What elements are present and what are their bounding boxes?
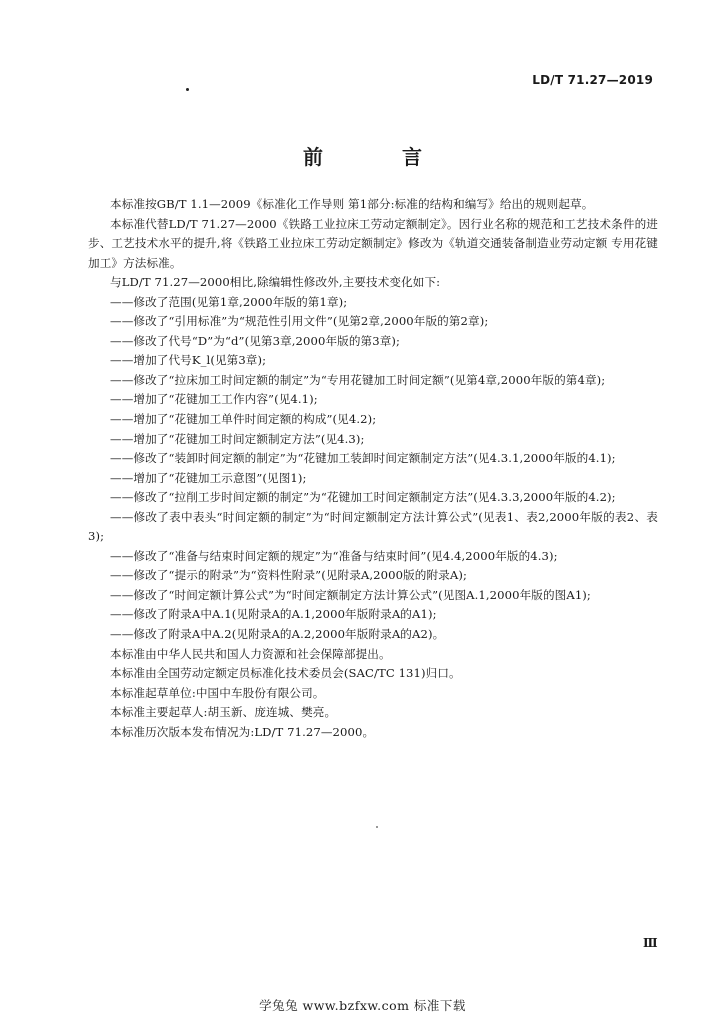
paragraph: 本标准由中华人民共和国人力资源和社会保障部提出。 (110, 646, 391, 661)
change-item: ——增加了“花键加工示意图”(见图1); (110, 470, 307, 485)
paragraph: 本标准由全国劳动定额定员标准化技术委员会(SAC/TC 131)归口。 (110, 666, 461, 681)
change-item: ——修改了“装卸时间定额的制定”为“花键加工装卸时间定额制定方法”(见4.3.1,2000年版的4.1); (110, 451, 616, 466)
scan-speck-mark (376, 826, 378, 828)
page-title: 前 言 (303, 145, 458, 169)
change-item: ——修改了附录A中A.1(见附录A的A.1,2000年版附录A的A1); (110, 607, 437, 622)
page-number: Ⅲ (643, 936, 658, 950)
scan-dot-mark (186, 88, 189, 91)
paragraph: 与LD/T 71.27—2000相比,除编辑性修改外,主要技术变化如下: (110, 275, 441, 290)
change-item: ——修改了“拉削工步时间定额的制定”为“花键加工时间定额制定方法”(见4.3.3,2000年版的4.2); (110, 490, 616, 505)
change-item: ——修改了范围(见第1章,2000年版的第1章); (110, 294, 348, 309)
footer-watermark-text: 学兔兔 www.bzfxw.com 标准下载 (259, 998, 466, 1013)
paragraph: 本标准历次版本发布情况为:LD/T 71.27—2000。 (110, 724, 375, 739)
change-item: ——修改了“引用标准”为“规范性引用文件”(见第2章,2000年版的第2章); (110, 314, 489, 329)
change-item: ——增加了“花键加工时间定额制定方法”(见4.3); (110, 431, 365, 446)
change-item: ——修改了“提示的附录”为“资料性附录”(见附录A,2000版的附录A); (110, 568, 467, 583)
paragraph: 本标准主要起草人:胡玉新、庞连城、樊亮。 (110, 705, 337, 720)
change-item: ——修改了“准备与结束时间定额的规定”为“准备与结束时间”(见4.4,2000年版的4.3); (110, 548, 558, 563)
change-item: ——修改了表中表头“时间定额的制定”为“时间定额制定方法计算公式”(见表1、表2,2000年版的表2、表3); (88, 509, 658, 544)
foreword-body (88, 195, 658, 742)
change-item: ——修改了附录A中A.2(见附录A的A.2,2000年版附录A的A2)。 (110, 627, 445, 642)
paragraph: 本标准代替LD/T 71.27—2000《铁路工业拉床工劳动定额制定》。因行业名称的规范和工艺技术条件的进步、工艺技术水平的提升,将《铁路工业拉床工劳动定额制定》修改为《轨道交通装备制造业劳动定额 专用花键加工》方法标准。 (88, 216, 658, 270)
standard-code: LD/T 71.27—2019 (532, 73, 653, 87)
change-item: ——增加了“花键加工工作内容”(见4.1); (110, 392, 318, 407)
paragraph: 本标准起草单位:中国中车股份有限公司。 (110, 685, 325, 700)
change-item: ——增加了代号K_l(见第3章); (110, 353, 267, 368)
change-item: ——修改了“拉床加工时间定额的制定”为“专用花键加工时间定额”(见第4章,2000年版的第4章); (110, 372, 606, 387)
change-item: ——修改了代号“D”为“d”(见第3章,2000年版的第3章); (110, 333, 401, 348)
change-item: ——修改了“时间定额计算公式”为“时间定额制定方法计算公式”(见图A.1,2000年版的图A1); (110, 587, 591, 602)
change-item: ——增加了“花键加工单件时间定额的构成”(见4.2); (110, 412, 377, 427)
paragraph: 本标准按GB/T 1.1—2009《标准化工作导则 第1部分:标准的结构和编写》给出的规则起草。 (110, 197, 594, 211)
